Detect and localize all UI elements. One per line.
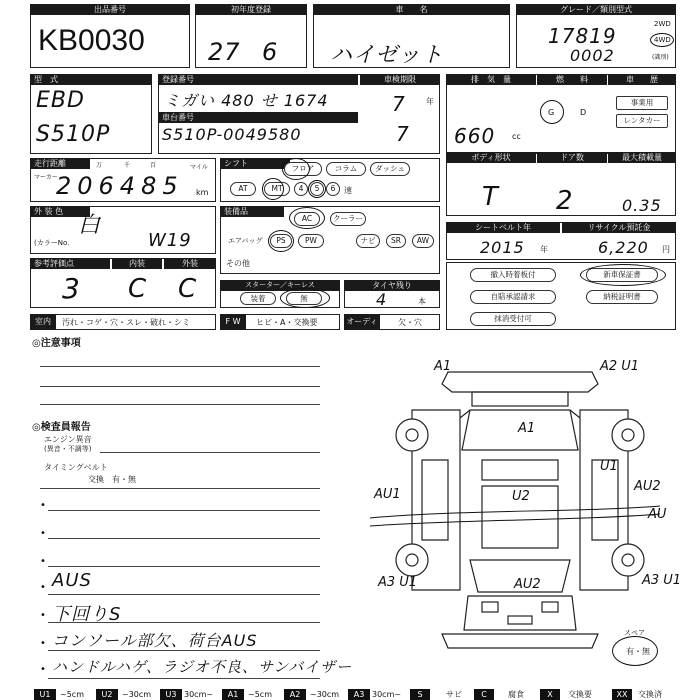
- timing-line: [40, 488, 320, 489]
- shift-dash: ダッシュ: [370, 162, 410, 176]
- doors-header: ドア数: [537, 152, 607, 163]
- report-line: [48, 566, 320, 567]
- inspection-month: 7: [396, 122, 410, 146]
- displacement-value: 660: [454, 124, 496, 148]
- shift-header: シフト: [220, 158, 290, 169]
- equip-ac-circle: [289, 207, 325, 229]
- bullet: •: [40, 500, 46, 511]
- shift-floor-circle: [282, 158, 310, 180]
- equip-airbag: エアバッグ: [228, 237, 263, 245]
- legend-key: U3: [160, 689, 182, 700]
- report-note-3: コンソール部欠、荷台AUS: [52, 631, 258, 650]
- diag-mark-u2: U2: [512, 489, 530, 504]
- chassis-value: S510P-0049580: [162, 125, 302, 144]
- inspection-header: 車検期限: [360, 74, 440, 85]
- reg-value: ミガい 480 せ 1674: [164, 91, 329, 110]
- body-shape-header: ボディ形状: [446, 152, 536, 163]
- equip-aw: AW: [412, 234, 434, 248]
- business-label: 事業用: [616, 96, 668, 110]
- report-note-4: ハンドルハゲ、ラジオ不良、サンバイザー: [52, 658, 353, 676]
- two-wd-label: 2WD: [654, 20, 671, 28]
- spare-circle: [612, 636, 658, 666]
- doc-4-circle: [580, 264, 666, 286]
- note-line: [40, 366, 320, 367]
- starter-header: スターター／キーレス: [220, 280, 340, 291]
- recycle-unit: 円: [662, 245, 670, 254]
- equip-ac: AC: [294, 212, 320, 226]
- color-header: 外 装 色: [30, 206, 90, 217]
- equip-ps: PS: [270, 234, 292, 248]
- load-header: 最大積載量: [608, 152, 676, 163]
- legend-key: X: [540, 689, 560, 700]
- auction-number-header: 出品番号: [30, 4, 190, 15]
- fw-header: F W: [220, 314, 246, 330]
- color-code-value: W19: [148, 230, 192, 251]
- recycle-value: 6,220: [598, 238, 649, 257]
- tire-value: 4: [376, 290, 388, 309]
- equipment-header: 装備品: [220, 206, 284, 217]
- report-note-2: 下回りS: [52, 604, 122, 625]
- legend-value: ~30cm: [310, 690, 340, 699]
- legend-value: 30cm~: [184, 690, 214, 699]
- score-header: 参考評価点: [30, 258, 110, 269]
- interior-header: 内装: [112, 258, 162, 269]
- inspector-title: ◎検査員報告: [32, 422, 91, 433]
- inspection-year: 7: [392, 92, 406, 116]
- recycle-header: リサイクル預託金: [562, 222, 676, 233]
- fuel-d-label: D: [580, 108, 587, 117]
- seatbelt-header: シートベルト年: [446, 222, 560, 233]
- bullet: •: [40, 556, 46, 567]
- bullet: •: [40, 610, 46, 621]
- gear-5: 5: [310, 182, 324, 196]
- legend-value: ~30cm: [122, 690, 152, 699]
- diag-mark-a1-front: A1: [518, 421, 536, 436]
- diag-mark-u1: U1: [600, 459, 618, 474]
- report-line: [48, 622, 320, 623]
- score-value: 3: [62, 272, 81, 305]
- inspection-year-unit: 年: [426, 97, 434, 106]
- bullet: •: [40, 638, 46, 649]
- rental-label: レンタカー: [616, 114, 668, 128]
- ten-thousand-label: 万: [96, 162, 103, 169]
- color-value: 白: [78, 213, 102, 238]
- model-header: 型 式: [30, 74, 152, 85]
- shift-mt: MT: [264, 182, 290, 196]
- marker-label: マーカー: [34, 174, 58, 181]
- fuel-header: 燃 料: [537, 74, 607, 85]
- km-label: km: [196, 188, 209, 197]
- grade-value-1: 17819: [548, 24, 617, 48]
- doc-1: 撤入時着板付: [470, 268, 556, 282]
- report-line: [48, 650, 320, 651]
- mile-label: マイル: [190, 164, 208, 171]
- legend-key: S: [410, 689, 430, 700]
- notes-title: ◎注意事項: [32, 338, 81, 349]
- gear-4: 4: [294, 182, 308, 196]
- history-header: 車 歴: [608, 74, 676, 85]
- equip-other: その他: [226, 259, 250, 268]
- legend-value: サビ: [446, 690, 462, 699]
- note-line: [40, 386, 320, 387]
- diag-mark-au2-right: AU2: [634, 479, 661, 494]
- fuel-g-label: G: [548, 108, 555, 117]
- grade-value-2: 0002: [570, 46, 615, 65]
- starter-yes: 装着: [240, 292, 276, 305]
- legend-value: 腐食: [508, 690, 524, 699]
- gear-5-circle: [308, 180, 326, 198]
- shift-floor: フロア: [284, 162, 322, 176]
- doors-value: 2: [556, 186, 574, 216]
- exterior-header: 外装: [164, 258, 216, 269]
- interior-cond: 汚れ・コゲ・穴・スレ・破れ・シミ: [62, 318, 190, 327]
- displacement-header: 排 気 量: [446, 74, 536, 85]
- thousand-label: 千: [124, 162, 131, 169]
- spare-value: 有・無: [626, 647, 650, 656]
- equip-navi: ナビ: [356, 234, 380, 248]
- gear-6: 6: [326, 182, 340, 196]
- report-line: [48, 678, 320, 679]
- diag-mark-au1: AU1: [374, 487, 401, 502]
- mileage-value: 206485: [56, 172, 184, 200]
- doc-4: 新車保証書: [586, 268, 658, 282]
- fuel-g-circle: [540, 100, 564, 124]
- legend-value: 交換済: [638, 690, 662, 699]
- car-name-header: 車 名: [313, 4, 510, 15]
- diag-mark-au: AU: [648, 507, 667, 522]
- color-num-label: (カラーNo.: [34, 239, 70, 247]
- bullet: •: [40, 528, 46, 539]
- diag-mark-a3u1-right: A3 U1: [642, 573, 682, 588]
- first-reg-year: 27: [208, 38, 241, 66]
- equip-cooler: クーラー: [330, 212, 366, 226]
- legend-key: U1: [34, 689, 56, 700]
- legend-key: A2: [284, 689, 306, 700]
- legend-key: XX: [612, 689, 632, 700]
- report-line: [48, 538, 320, 539]
- four-wd-label: 4WD: [654, 36, 671, 44]
- legend-value: 交換要: [568, 690, 592, 699]
- seatbelt-unit: 年: [540, 245, 548, 254]
- damage-legend: [0, 689, 700, 700]
- spare-label: スペア: [624, 629, 645, 637]
- doc-3: 抹消受付可: [470, 312, 556, 326]
- shift-at: AT: [230, 182, 256, 196]
- report-note-1: AUS: [52, 570, 92, 591]
- legend-key: A1: [222, 689, 244, 700]
- reg-header: 登録番号: [158, 74, 358, 85]
- diag-mark-a2u1-top: A2 U1: [600, 359, 640, 374]
- audio-header: オーディオ: [344, 314, 380, 330]
- first-reg-month: 6: [262, 38, 279, 66]
- car-name-value: ハイゼット: [330, 43, 444, 68]
- chassis-header: 車台番号: [158, 112, 358, 123]
- legend-key: A3: [348, 689, 370, 700]
- diag-mark-a1-top: A1: [434, 359, 452, 374]
- interior-cond-header: 室内: [30, 314, 56, 330]
- engine-noise-sub: (異音・不調等): [44, 445, 92, 453]
- fw-cond: ヒビ・A・交換要: [256, 318, 318, 327]
- equip-pw: PW: [298, 234, 324, 248]
- seatbelt-value: 2015: [480, 238, 525, 257]
- body-shape-value: T: [482, 182, 499, 212]
- report-line: [48, 594, 320, 595]
- legend-value: ~5cm: [248, 690, 272, 699]
- legend-value: 30cm~: [372, 690, 402, 699]
- drive-unknown-label: (識別): [652, 54, 669, 61]
- model-value-2: S510P: [36, 122, 111, 147]
- tire-unit: 本: [418, 297, 426, 306]
- equip-ps-circle: [268, 230, 294, 252]
- speed-label: 速: [344, 186, 352, 195]
- timing-belt-label: タイミングベルト: [44, 463, 108, 472]
- four-wd-circle: [650, 33, 674, 47]
- tire-header: タイヤ残り: [344, 280, 440, 291]
- diag-mark-au2-rear: AU2: [514, 577, 541, 592]
- mileage-header: 走行距離: [30, 158, 90, 169]
- lot-number: KB0030: [38, 24, 145, 57]
- note-line: [40, 404, 320, 405]
- load-value: 0.35: [622, 196, 662, 215]
- report-line: [48, 510, 320, 511]
- grade-header: グレード／類別型式: [516, 4, 676, 15]
- starter-none-circle: [280, 288, 330, 308]
- timing-exchange: 交換 有・無: [88, 475, 136, 484]
- bullet: •: [40, 664, 46, 675]
- cc-label: cc: [512, 132, 521, 141]
- equip-sr: SR: [386, 234, 406, 248]
- model-value: EBD: [36, 88, 85, 113]
- diag-mark-a3u1-left: A3 U1: [378, 575, 418, 590]
- legend-value: ~5cm: [60, 690, 84, 699]
- engine-line: [100, 452, 320, 453]
- interior-value: C: [128, 274, 148, 304]
- first-registration-header: 初年度登録: [195, 4, 307, 15]
- starter-none: 無: [286, 292, 322, 305]
- bullet: •: [40, 582, 46, 593]
- exterior-value: C: [178, 274, 198, 304]
- doc-2: 自賠承認請求: [470, 290, 556, 304]
- shift-mt-circle: [262, 178, 284, 200]
- doc-5: 納税証明書: [586, 290, 658, 304]
- hundred-label: 百: [150, 162, 157, 169]
- engine-noise-label: エンジン異音: [44, 435, 92, 444]
- legend-key: U2: [96, 689, 118, 700]
- shift-column: コラム: [326, 162, 366, 176]
- audio-cond: 欠・穴: [398, 318, 422, 327]
- legend-key: C: [474, 689, 494, 700]
